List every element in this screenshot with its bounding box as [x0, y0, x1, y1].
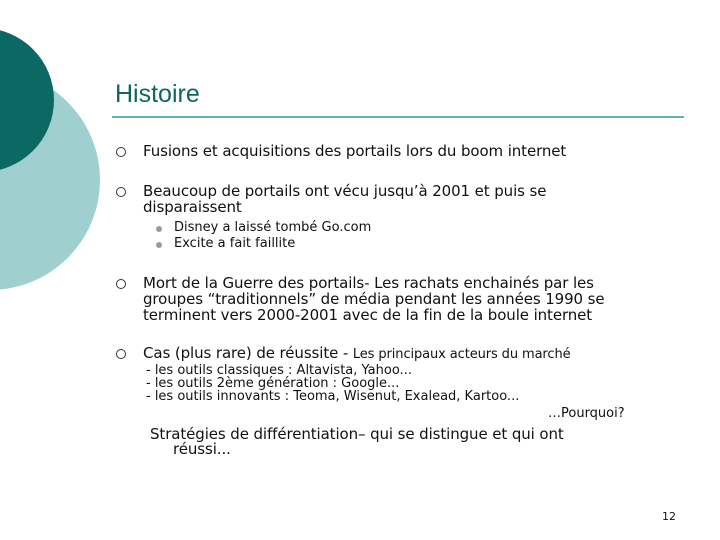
- sub-bullet-2-brand: Excite: [174, 236, 214, 251]
- sub-bullet-dot-icon: [156, 242, 162, 248]
- bullet-ring-icon: [116, 147, 126, 157]
- sub-bullet-1-text: Disney a laissé tombé: [174, 220, 322, 235]
- tool-line-3: - les outils innovants : Teoma, Wisenut, Exalead, Kartoo...: [146, 389, 520, 404]
- tool-line-2: - les outils 2ème génération : Google...: [146, 376, 400, 391]
- bullet-3-line-1: Mort de la Guerre des portails- Les rachats enchainés par les: [143, 274, 594, 292]
- bullet-3-line-2: groupes “traditionnels” de média pendant les années 1990 se: [143, 290, 605, 308]
- bullet-2-line-2: disparaissent: [143, 198, 242, 216]
- title-underline: [112, 116, 684, 118]
- bullet-ring-icon: [116, 349, 126, 359]
- conclusion-line-1: Stratégies de différentiation– qui se distingue et qui ont: [150, 425, 564, 443]
- sub-bullet-dot-icon: [156, 226, 162, 232]
- bullet-ring-icon: [116, 279, 126, 289]
- page-number: 12: [662, 510, 676, 523]
- sub-bullet-2: [174, 237, 295, 251]
- bullet-ring-icon: [116, 187, 126, 197]
- tool-line-1: - les outils classiques : Altavista, Yahoo...: [146, 363, 412, 378]
- bullet-1-text: Fusions et acquisitions des portails lors du boom internet: [143, 142, 567, 160]
- bullet-4-main: [143, 346, 693, 362]
- sub-bullet-2-text: a fait faillite: [213, 236, 296, 251]
- bullet-3-line-3: terminent vers 2000-2001 avec de la fin de la boule internet: [143, 306, 593, 324]
- slide-title: Histoire: [115, 80, 200, 108]
- decorative-circles: [0, 0, 110, 300]
- bullet-4-main-text: Cas (plus rare) de réussite -: [143, 344, 353, 362]
- sub-bullet-1: [174, 221, 371, 235]
- bullet-2-line-1: Beaucoup de portails ont vécu jusqu’à 2001 et puis se: [143, 182, 547, 200]
- bullet-4-main-note: Les principaux acteurs du marché: [352, 347, 571, 362]
- conclusion-line-2: réussi...: [173, 440, 231, 458]
- pourquoi-note: …Pourquoi?: [548, 406, 625, 421]
- sub-bullet-1-brand: Go.com: [321, 220, 372, 235]
